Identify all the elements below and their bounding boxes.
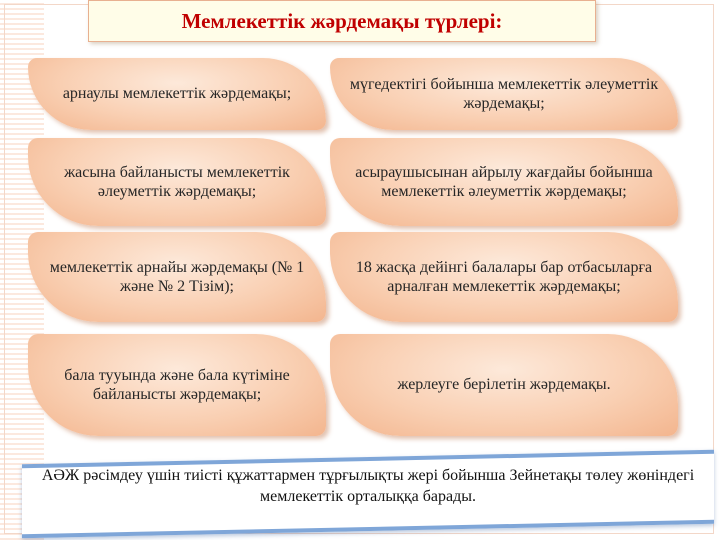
left-item-2-text: жасына байланысты мемлекеттік әлеуметтік жәрдемақы; xyxy=(64,163,290,200)
left-item-1 xyxy=(28,58,326,130)
right-item-2 xyxy=(330,138,678,226)
left-item-2 xyxy=(28,138,326,226)
left-item-4 xyxy=(28,334,326,436)
right-item-1-text: мүгедектігі бойынша мемлекеттік әлеуметтік жәрдемақы; xyxy=(349,75,659,112)
slide-title xyxy=(88,0,596,42)
right-item-2-text: асыраушысынан айрылу жағдайы бойынша мемлекеттік әлеуметтік жәрдемақы; xyxy=(355,163,653,200)
right-item-4 xyxy=(330,334,678,436)
right-item-3-text: 18 жасқа дейінгі балалары бар отбасыларға арналған мемлекеттік жәрдемақы; xyxy=(355,258,653,295)
left-item-3-text: мемлекеттік арнайы жәрдемақы (№ 1 және № 2 Тізім); xyxy=(49,258,305,295)
right-item-1 xyxy=(330,58,678,130)
right-item-4-text: жерлеуге берілетін жәрдемақы. xyxy=(397,376,611,394)
left-item-4-text: бала тууында және бала күтіміне байланысты жәрдемақы; xyxy=(64,366,290,403)
slide-title-text: Мемлекеттік жәрдемақы түрлері: xyxy=(181,8,503,33)
left-item-3 xyxy=(28,232,326,322)
left-item-1-text: арнаулы мемлекеттік жәрдемақы; xyxy=(62,85,292,103)
right-item-3 xyxy=(330,232,678,322)
footer-text: АӘЖ рәсімдеу үшін тиісті құжаттармен тұрғылықты жері бойынша Зейнетақы төлеу жөніндегі мемлекеттік орталыққа барады. xyxy=(41,467,695,505)
